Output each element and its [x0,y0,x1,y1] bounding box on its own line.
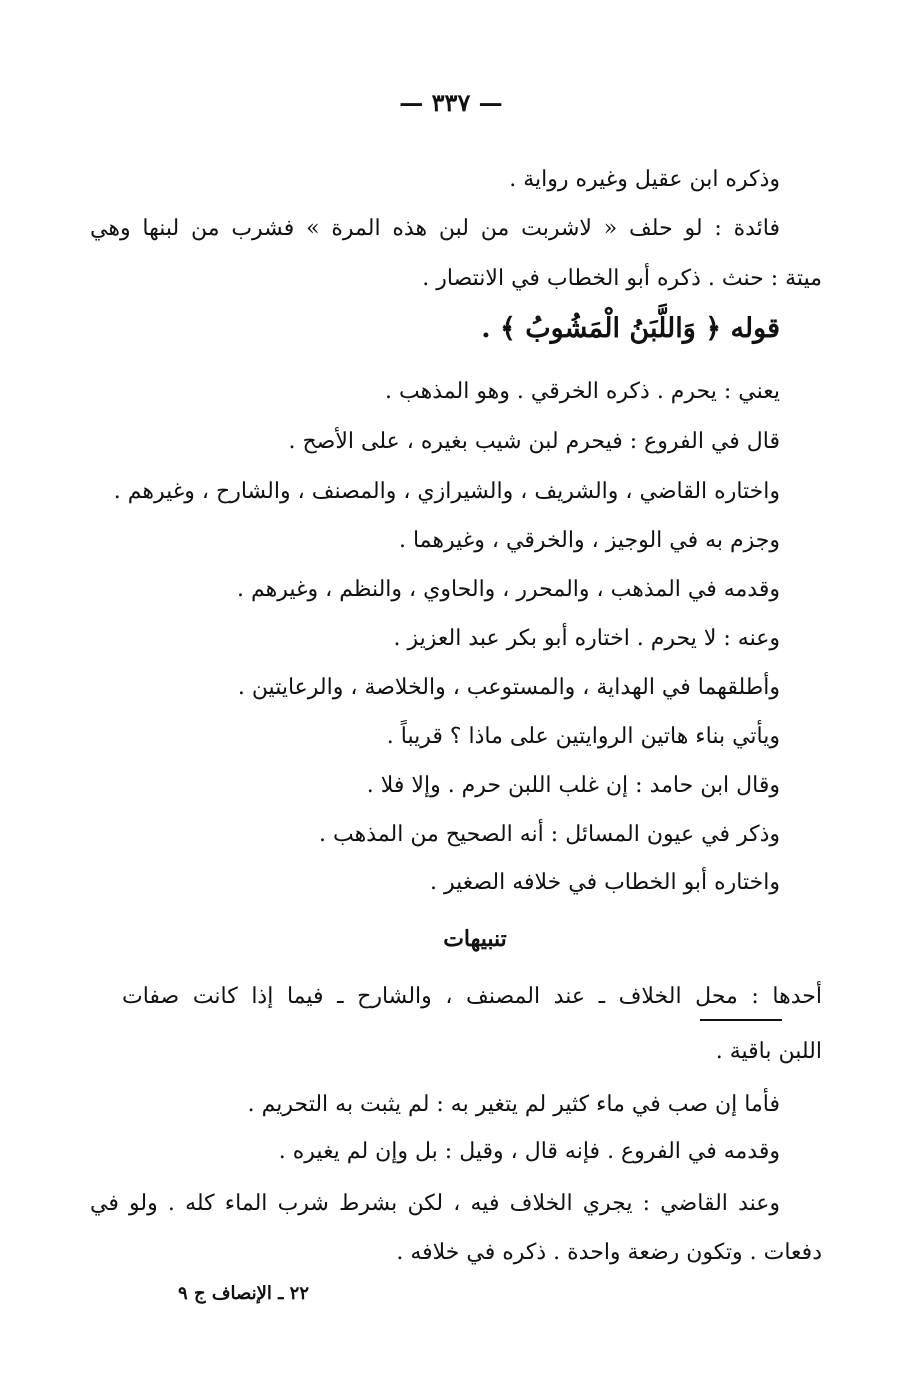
text-line-11: وأطلقهما في الهداية ، والمستوعب ، والخلاصة ، والرعايتين . [237,675,780,700]
text-line-18: اللبن باقية . [715,1039,822,1064]
text-line-15: واختاره أبو الخطاب في خلافه الصغير . [429,870,780,895]
text-line-19: فأما إن صب في ماء كثير لم يتغير به : لم يثبت به التحريم . [247,1092,780,1117]
section-heading-notes: تنبيهات [443,926,507,952]
heading-underline [700,1019,782,1021]
text-line-20: وقدمه في الفروع . فإنه قال ، وقيل : بل وإن لم يغيره . [278,1139,780,1164]
footer-signature: ٢٢ ـ الإنصاف ج ٩ [178,1283,310,1304]
text-line-3: ميتة : حنث . ذكره أبو الخطاب في الانتصار . [422,266,822,291]
text-line-21: وعند القاضي : يجري الخلاف فيه ، لكن بشرط شرب الماء كله . ولو في [90,1191,780,1216]
text-line-1: وذكره ابن عقيل وغيره رواية . [509,167,780,192]
section-heading-quote: قوله ﴿ وَاللَّبَنُ الْمَشُوبُ ﴾ . [481,313,780,344]
text-line-22: دفعات . وتكون رضعة واحدة . ذكره في خلافه . [396,1240,822,1265]
text-line-2: فائدة : لو حلف « لاشربت من لبن هذه المرة » فشرب من لبنها وهي [90,216,780,241]
text-line-9: وقدمه في المذهب ، والمحرر ، والحاوي ، والنظم ، وغيرهم . [237,577,780,602]
text-line-10: وعنه : لا يحرم . اختاره أبو بكر عبد العزيز . [393,626,780,651]
page-number: — ٣٣٧ — [399,88,503,117]
text-line-17: أحدها : محل الخلاف ـ عند المصنف ، والشارح ـ فيما إذا كانت صفات [122,984,822,1009]
text-line-7: واختاره القاضي ، والشريف ، والشيرازي ، والمصنف ، والشارح ، وغيرهم . [113,479,780,504]
text-line-6: قال في الفروع : فيحرم لبن شيب بغيره ، على الأصح . [288,429,780,454]
text-line-12: ويأتي بناء هاتين الروايتين على ماذا ؟ قريباً . [386,724,780,749]
text-line-13: وقال ابن حامد : إن غلب اللبن حرم . وإلا فلا . [366,773,780,798]
text-line-14: وذكر في عيون المسائل : أنه الصحيح من المذهب . [319,822,780,847]
text-line-8: وجزم به في الوجيز ، والخرقي ، وغيرهما . [398,528,780,553]
text-line-5: يعني : يحرم . ذكره الخرقي . وهو المذهب . [385,379,780,404]
